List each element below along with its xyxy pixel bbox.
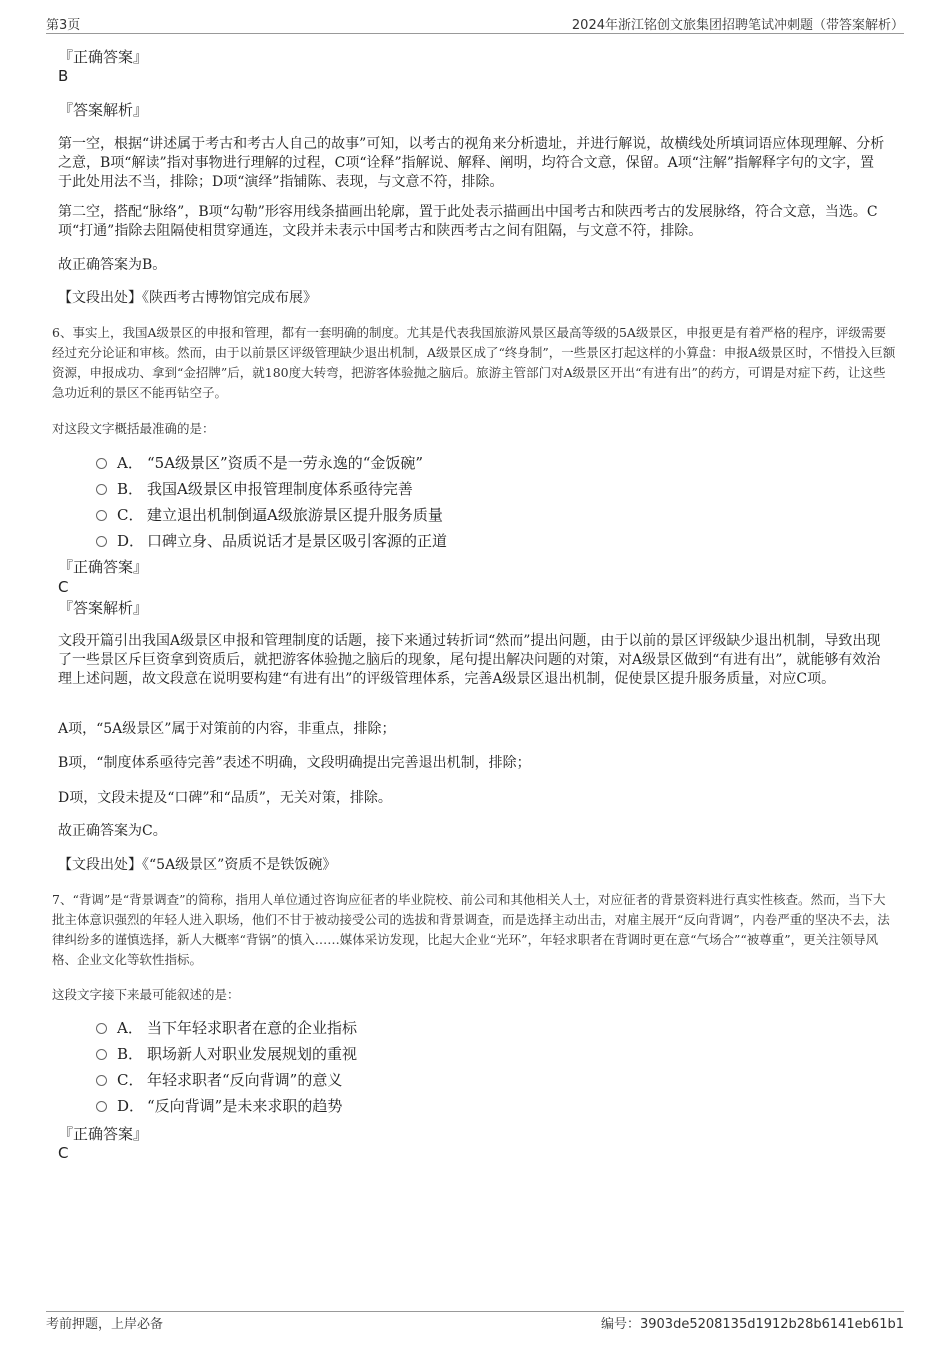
- q6-option-b[interactable]: [96, 479, 413, 499]
- option-text: “反向背调”是未来求职的趋势: [147, 1097, 343, 1115]
- q6-option-c[interactable]: [96, 505, 443, 525]
- q5-analysis-label: 『答案解析』: [58, 101, 149, 119]
- q6-analysis-label: 『答案解析』: [58, 599, 149, 617]
- radio-icon[interactable]: [96, 1101, 107, 1112]
- q7-option-b[interactable]: [96, 1044, 357, 1064]
- option-text: 口碑立身、品质说话才是景区吸引客源的正道: [147, 532, 448, 550]
- q6-source: 【文段出处】《“5A级景区”资质不是铁饭碗》: [58, 857, 337, 873]
- q7-option-a[interactable]: [96, 1018, 357, 1038]
- option-text: 建立退出机制倒逼A级旅游景区提升服务质量: [147, 506, 443, 524]
- q6-conclusion: 故正确答案为C。: [58, 823, 167, 839]
- q5-answer: B: [58, 67, 69, 85]
- q6-stem: 6、事实上，我国A级景区的申报和管理，都有一套明确的制度。尤其是代表我国旅游风景区最高等级的5A级景区，申报更是有着严格的程序，评级需要经过充分论证和审核。然而，由于以前景区评级管理缺少退出机制，A级景区成了“终身制”，一些景区打起这样的小算盘：申报A级景区时，不惜投入巨额资源，申报成功、拿到“金招牌”后，就180度大转弯，把游客体验抛之脑后。旅游主管部门对A级景区开出“有进有出”的药方，可谓是对症下药，让这些急功近利的景区不能再钻空子。: [52, 325, 896, 400]
- option-letter: C．: [117, 1071, 144, 1089]
- radio-icon[interactable]: [96, 510, 107, 521]
- option-letter: D．: [117, 1097, 145, 1115]
- q6-answer: C: [58, 578, 69, 596]
- footer-slogan: 考前押题，上岸必备: [46, 1317, 164, 1332]
- q6-prompt: 对这段文字概括最准确的是：: [52, 421, 215, 436]
- code-value: 3903de5208135d1912b28b6141eb61b1: [639, 1317, 904, 1332]
- q6-analysis-para2: A项，“5A级景区”属于对策前的内容，非重点，排除；: [58, 721, 396, 737]
- option-text: 年轻求职者“反向背调”的意义: [147, 1071, 343, 1089]
- q7-stem: 7、“背调”是“背景调查”的简称，指用人单位通过咨询应征者的毕业院校、前公司和其他相关人士，对应征者的背景资料进行真实性核查。然而，当下大批主体意识强烈的年轻人进入职场，他们不甘于被动接受公司的选拔和背景调查，而是选择主动出击，对雇主展开“反向背调”，内卷严重的坚决不去，法律纠纷多的谨慎选择，新人大概率“背锅”的慎入……媒体采访发现，比起大企业“光环”，年轻求职者在背调时更在意“气场合”“被尊重”，更关注领导风格、企业文化等软性指标。: [52, 892, 890, 967]
- option-text: 当下年轻求职者在意的企业指标: [147, 1019, 358, 1037]
- q6-answer-label: 『正确答案』: [58, 558, 149, 576]
- radio-icon[interactable]: [96, 1049, 107, 1060]
- q5-conclusion: 故正确答案为B。: [58, 257, 167, 273]
- q6-analysis-para1: 文段开篇引出我国A级景区申报和管理制度的话题，接下来通过转折词“然而”提出问题，由于以前的景区评级缺少退出机制，导致出现了一些景区斥巨资拿到资质后，就把游客体验抛之脑后的现象，尾句提出解决问题的对策，对A级景区做到“有进有出”，就能够有效治理上述问题，故文段意在说明要构建“有进有出”的评级管理体系，完善A级景区退出机制，促使景区提升服务质量，对应C项。: [58, 633, 881, 687]
- q6-analysis-para4: D项，文段未提及“口碑”和“品质”，无关对策，排除。: [58, 790, 392, 806]
- option-text: “5A级景区”资质不是一劳永逸的“金饭碗”: [147, 454, 424, 472]
- page-footer: [46, 1313, 904, 1333]
- code-label: 编号：: [600, 1317, 640, 1332]
- option-text: 我国A级景区申报管理制度体系亟待完善: [147, 480, 413, 498]
- radio-icon[interactable]: [96, 484, 107, 495]
- option-letter: D．: [117, 532, 145, 550]
- radio-icon[interactable]: [96, 1075, 107, 1086]
- option-letter: C．: [117, 506, 144, 524]
- q7-prompt: 这段文字接下来最可能叙述的是：: [52, 987, 240, 1002]
- option-text: 职场新人对职业发展规划的重视: [147, 1045, 358, 1063]
- document-title: 2024年浙江铭创文旅集团招聘笔试冲刺题（带答案解析）: [571, 18, 904, 33]
- footer-code: [601, 1313, 904, 1332]
- option-letter: A．: [117, 454, 143, 472]
- radio-icon[interactable]: [96, 458, 107, 469]
- q5-analysis-para2: 第二空，搭配“脉络”，B项“勾勒”形容用线条描画出轮廓，置于此处表示描画出中国考古和陕西考古的发展脉络，符合文意，当选。C项“打通”指除去阻隔使相贯穿通连，文段并未表示中国考古和陕西考古之间有阻隔，与文意不符，排除。: [58, 204, 878, 239]
- option-letter: A．: [117, 1019, 143, 1037]
- q7-answer-label: 『正确答案』: [58, 1125, 149, 1143]
- q7-option-c[interactable]: [96, 1070, 342, 1090]
- q7-answer: C: [58, 1144, 69, 1162]
- q6-analysis-para3: B项，“制度体系亟待完善”表述不明确，文段明确提出完善退出机制，排除；: [58, 755, 531, 771]
- header-divider: [46, 33, 904, 34]
- page-number: 第3页: [46, 18, 81, 33]
- radio-icon[interactable]: [96, 536, 107, 547]
- q6-option-a[interactable]: [96, 453, 423, 473]
- radio-icon[interactable]: [96, 1023, 107, 1034]
- option-letter: B．: [117, 1045, 144, 1063]
- footer-divider: [46, 1311, 904, 1312]
- page-header: [46, 14, 904, 34]
- q7-option-d[interactable]: [96, 1096, 342, 1116]
- q5-answer-label: 『正确答案』: [58, 48, 149, 66]
- q5-source: 【文段出处】《陕西考古博物馆完成布展》: [58, 290, 317, 306]
- option-letter: B．: [117, 480, 144, 498]
- q6-option-d[interactable]: [96, 531, 447, 551]
- q5-analysis-para1: 第一空，根据“讲述属于考古和考古人自己的故事”可知，以考古的视角来分析遗址，并进行解说，故横线处所填词语应体现理解、分析之意，B项“解读”指对事物进行理解的过程，C项“诠释”指解说、解释、阐明，均符合文意，保留。A项“注解”指解释字句的文字，置于此处用法不当，排除；D项“演绎”指铺陈、表现，与文意不符，排除。: [58, 136, 885, 190]
